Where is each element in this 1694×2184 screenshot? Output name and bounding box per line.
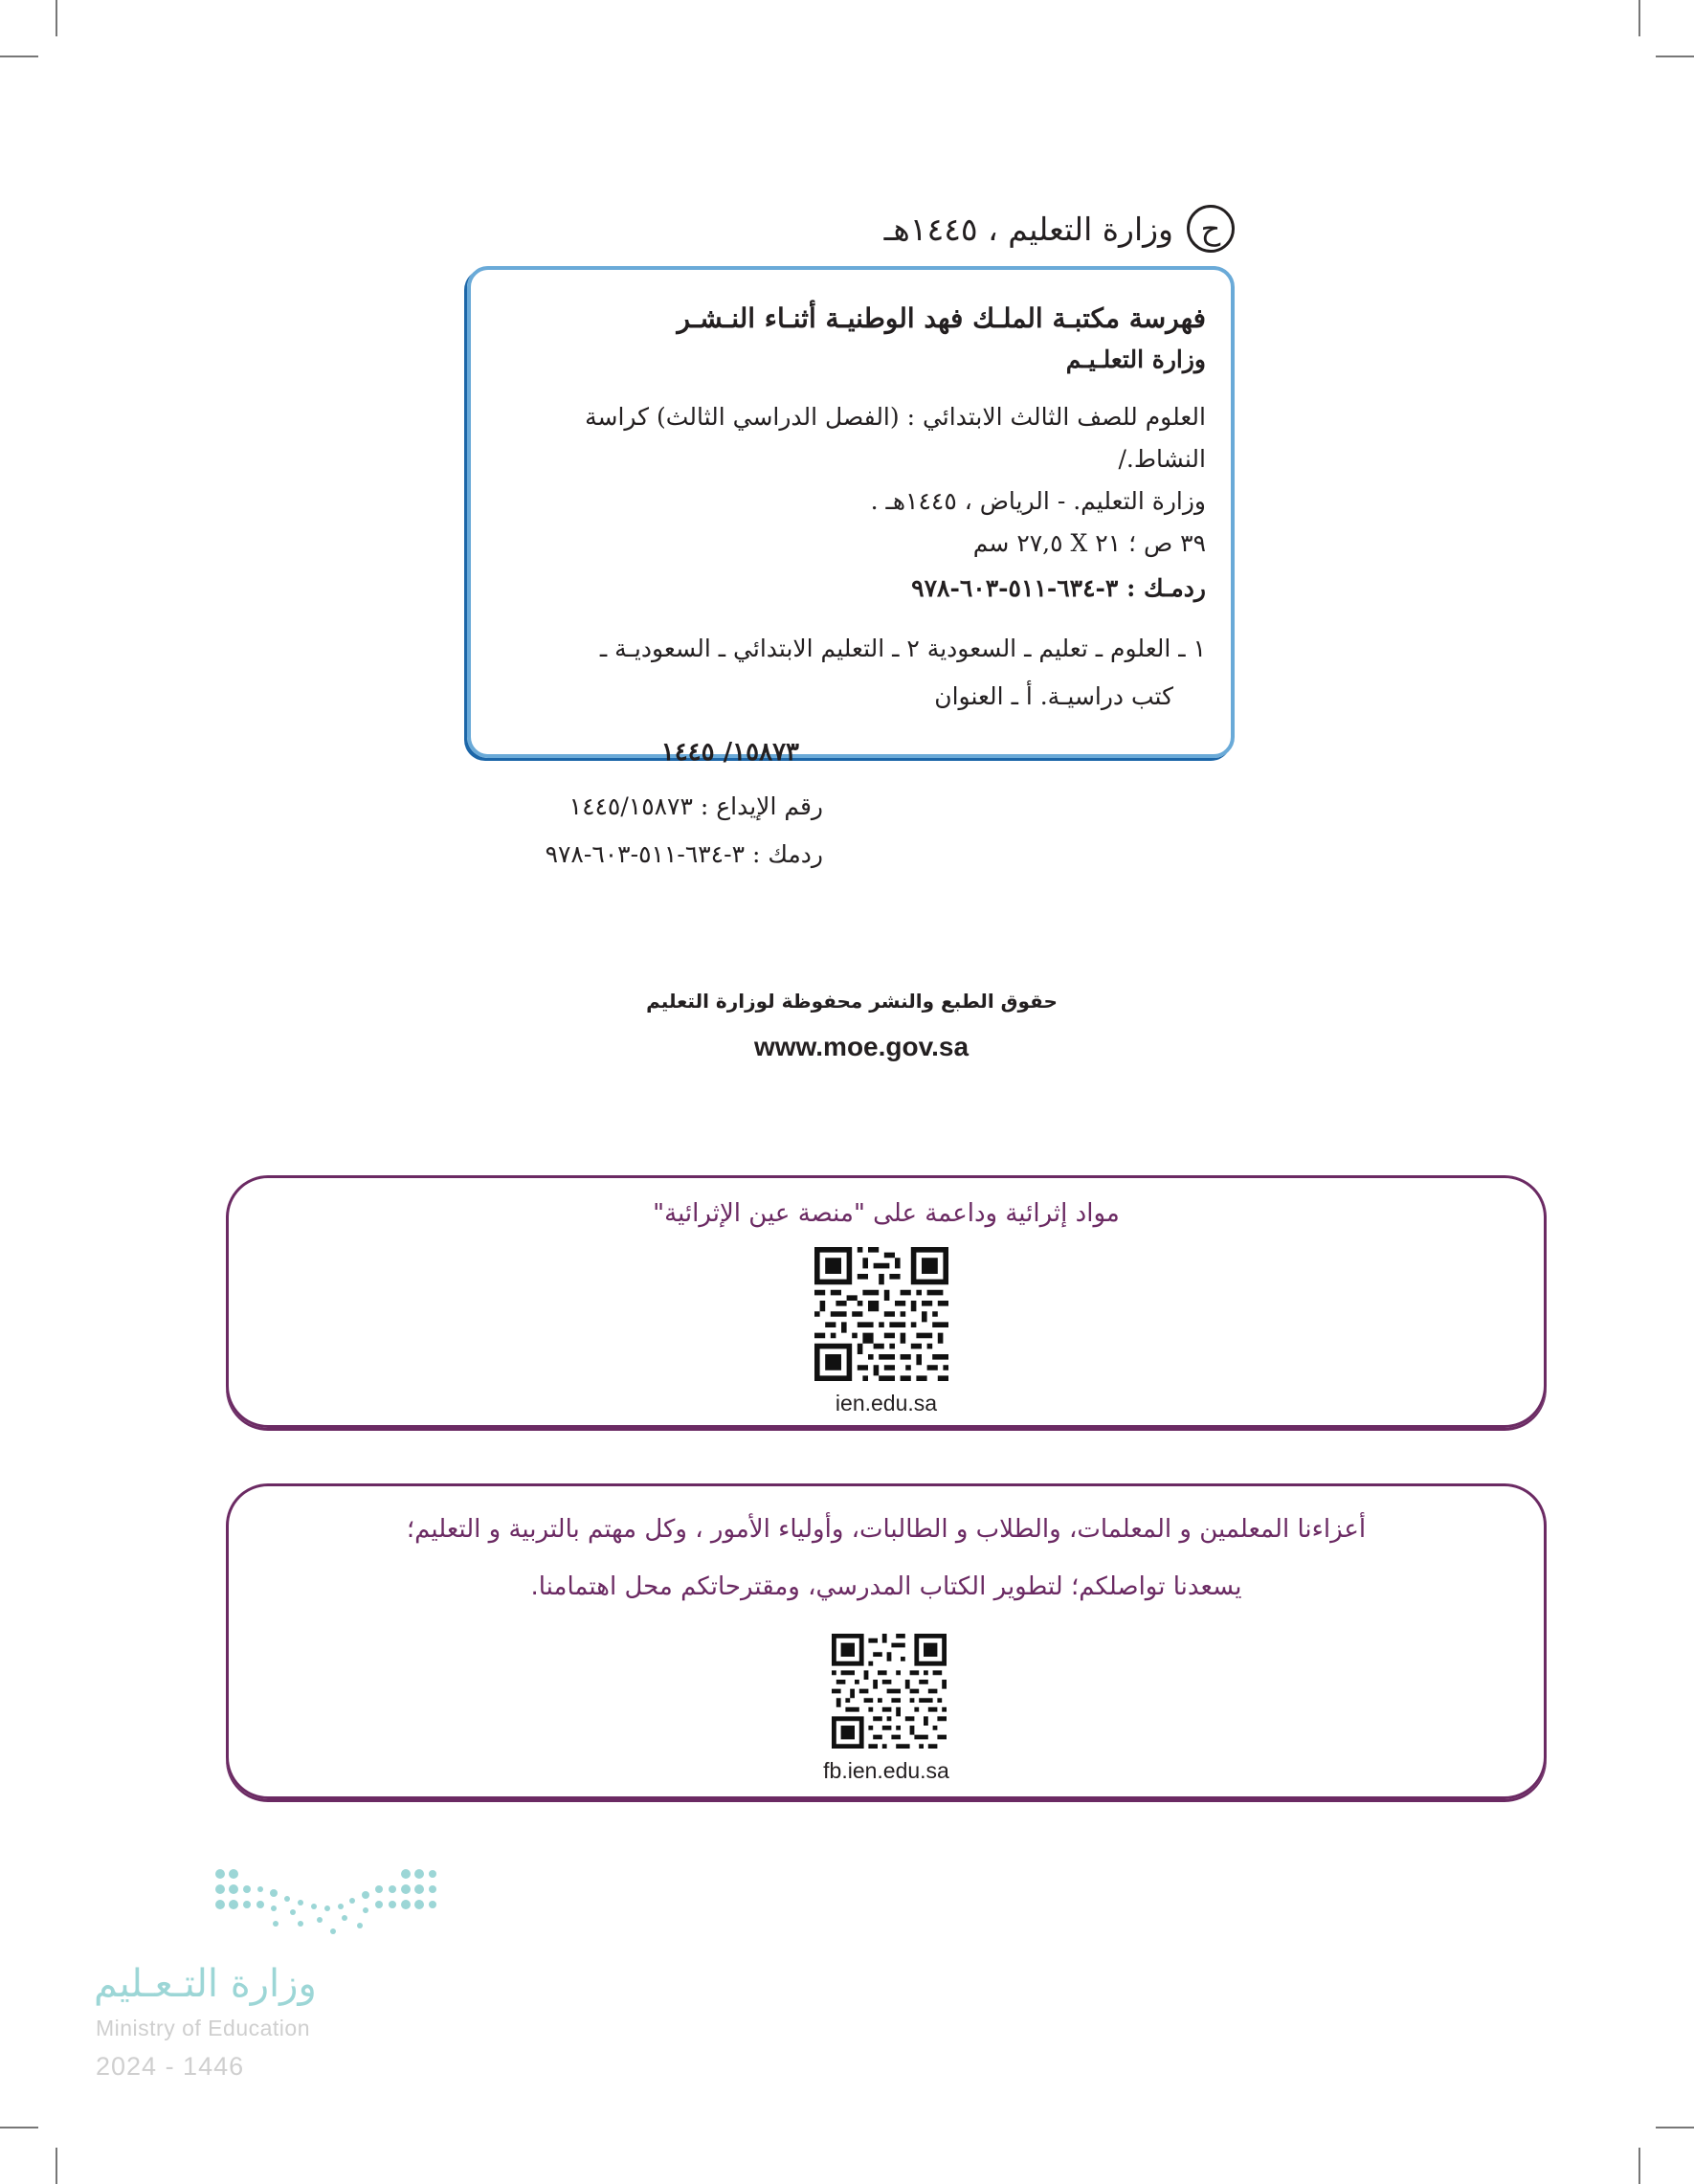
qr-code-icon[interactable] bbox=[814, 1247, 948, 1381]
cataloging-isbn: ردمـك : ٣-٦٣٤-٥١١-٦٠٣-٩٧٨ bbox=[911, 574, 1206, 602]
cataloging-subjects-continued: كتب دراسيـة. أ ـ العنوان bbox=[934, 682, 1173, 710]
ien-platform-box bbox=[226, 1175, 1547, 1428]
cataloging-title: فهرسة مكتبـة الملـك فهد الوطنيـة أثنـاء النـشـر bbox=[677, 302, 1206, 334]
crop-mark bbox=[1656, 2127, 1694, 2128]
crop-mark bbox=[0, 56, 38, 57]
ministry-logo-dots-icon bbox=[209, 1864, 448, 1950]
copyright-icon: ح bbox=[1187, 205, 1235, 253]
crop-mark bbox=[1656, 56, 1694, 57]
cataloging-pages: ٣٩ ص ؛ ٢١ X ٢٧,٥ سم bbox=[972, 529, 1206, 557]
qr-code-icon[interactable] bbox=[832, 1634, 947, 1749]
deposit-info bbox=[507, 783, 823, 879]
website-link[interactable]: www.moe.gov.sa bbox=[753, 1032, 970, 1061]
cataloging-subjects: ١ ـ العلوم ـ تعليم ـ السعودية ٢ ـ التعليم الابتدائي ـ السعوديـة ـ bbox=[599, 635, 1206, 662]
cataloging-publisher: وزارة التعليم. - الرياض ، ١٤٤٥هـ . bbox=[870, 487, 1206, 515]
ien-platform-text: مواد إثرائية وداعمة على "منصة عين الإثرائية" bbox=[653, 1199, 1120, 1228]
cataloging-author: وزارة التعلـيـم bbox=[1065, 345, 1206, 373]
cataloging-description: العلوم للصف الثالث الابتدائي : (الفصل الدراسي الثالث) كراسة النشاط./ bbox=[585, 403, 1206, 473]
ministry-logo-year: 2024 - 1446 bbox=[96, 2052, 245, 2081]
rights-statement: حقوق الطبع والنشر محفوظة لوزارة التعليم bbox=[646, 990, 1058, 1013]
cataloging-number: ١٥٨٧٣/ ١٤٤٥ bbox=[660, 738, 799, 767]
crop-mark bbox=[0, 2127, 38, 2128]
ministry-logo-arabic: وزارة التـعـليم bbox=[94, 1962, 317, 2006]
cataloging-box bbox=[467, 266, 1235, 767]
deposit-isbn: ردمك : ٣-٦٣٤-٥١١-٦٠٣-٩٧٨ bbox=[545, 840, 823, 868]
feedback-line-2: يسعدنا تواصلكم؛ لتطوير الكتاب المدرسي، ومقترحاتكم محل اهتمامنا. bbox=[530, 1572, 1242, 1601]
copyright-line bbox=[565, 205, 1235, 253]
crop-mark bbox=[56, 0, 57, 36]
copyright-text: وزارة التعليم ، ١٤٤٥هـ bbox=[883, 210, 1173, 248]
crop-mark bbox=[1638, 2148, 1640, 2184]
ien-url[interactable]: ien.edu.sa bbox=[835, 1391, 938, 1415]
feedback-url[interactable]: fb.ien.edu.sa bbox=[823, 1758, 949, 1783]
crop-mark bbox=[56, 2148, 57, 2184]
feedback-line-1: أعزاءنا المعلمين و المعلمات، والطلاب و الطالبات، وأولياء الأمور ، وكل مهتم بالتربية و التعليم؛ bbox=[406, 1515, 1367, 1544]
deposit-number: رقم الإيداع : ١٤٤٥/١٥٨٧٣ bbox=[568, 792, 823, 820]
feedback-box bbox=[226, 1483, 1547, 1799]
ministry-logo-english: Ministry of Education bbox=[96, 2016, 310, 2040]
crop-mark bbox=[1638, 0, 1640, 36]
